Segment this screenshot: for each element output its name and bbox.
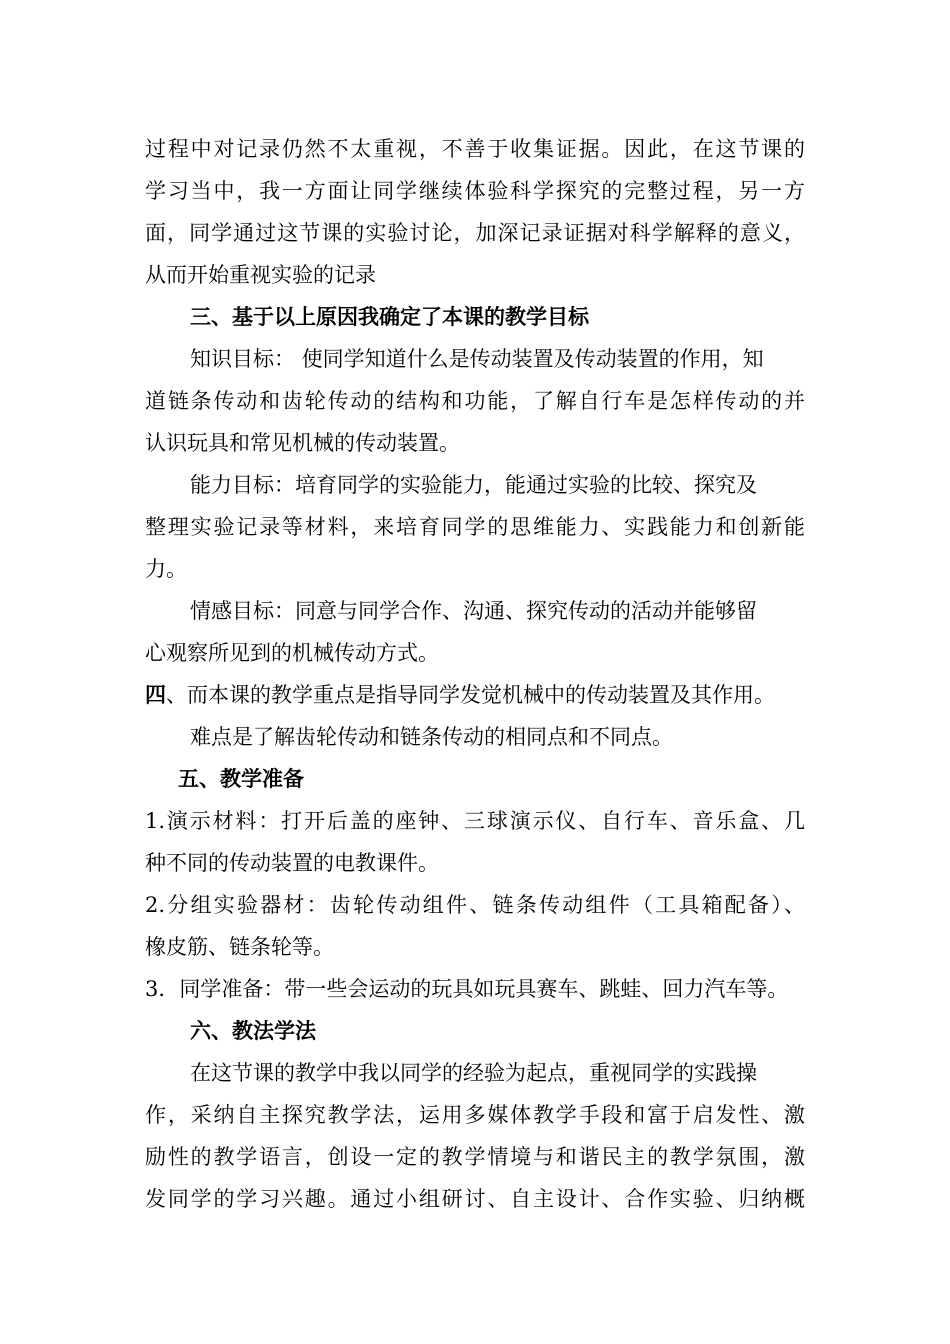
section-heading-6: 六、教法学法 [190,1018,316,1043]
prep-item-1-line: 种不同的传动装置的电教课件。 [145,851,439,875]
section-heading-3: 三、基于以上原因我确定了本课的教学目标 [190,304,589,329]
key-point-line [145,680,775,710]
ability-goal-line: 能力目标：培育同学的实验能力，能通过实验的比较、探究及 [190,473,757,497]
emotion-goal-line: 心观察所见到的机械传动方式。 [145,641,439,665]
method-line: 在这节课的教学中我以同学的经验为起点，重视同学的实践操 [190,1061,757,1085]
ability-goal-line: 整理实验记录等材料，来培育同学的思维能力、实践能力和创新能 [145,515,805,539]
ability-goal-line: 力。 [145,557,187,581]
paragraph-line: 学习当中，我一方面让同学继续体验科学探究的完整过程，另一方 [145,179,805,203]
method-line: 发同学的学习兴趣。通过小组研讨、自主设计、合作实验、归纳概 [145,1187,805,1211]
section-number-4: 四 [145,682,166,707]
prep-item-1-line: 1.演示材料：打开后盖的座钟、三球演示仪、自行车、音乐盒、几 [145,809,805,833]
knowledge-goal-line: 知识目标： 使同学知道什么是传动装置及传动装置的作用，知 [190,347,764,371]
method-line: 励性的教学语言，创设一定的教学情境与和谐民主的教学氛围，激 [145,1145,805,1169]
knowledge-goal-line: 认识玩具和常见机械的传动装置。 [145,431,460,455]
paragraph-line: 过程中对记录仍然不太重视，不善于收集证据。因此，在这节课的 [145,137,805,161]
prep-item-3-line: 3．同学准备：带一些会运动的玩具如玩具赛车、跳蛙、回力汽车等。 [145,977,789,1001]
method-line: 作，采纳自主探究教学法，运用多媒体教学手段和富于启发性、激 [145,1103,805,1127]
paragraph-line: 面，同学通过这节课的实验讨论，加深记录证据对科学解释的意义， [145,221,805,245]
knowledge-goal-line: 道链条传动和齿轮传动的结构和功能，了解自行车是怎样传动的并 [145,389,805,413]
paragraph-line: 从而开始重视实验的记录 [145,263,376,287]
prep-item-2-line: 2.分组实验器材：齿轮传动组件、链条传动组件（工具箱配备）、 [145,893,805,917]
emotion-goal-line: 情感目标：同意与同学合作、沟通、探究传动的活动并能够留 [190,599,757,623]
prep-item-2-line: 橡皮筋、链条轮等。 [145,935,334,959]
key-point-text: 、而本课的教学重点是指导同学发觉机械中的传动装置及其作用。 [166,683,775,707]
difficulty-line: 难点是了解齿轮传动和链条传动的相同点和不同点。 [190,725,673,749]
section-heading-5: 五、教学准备 [178,766,304,791]
